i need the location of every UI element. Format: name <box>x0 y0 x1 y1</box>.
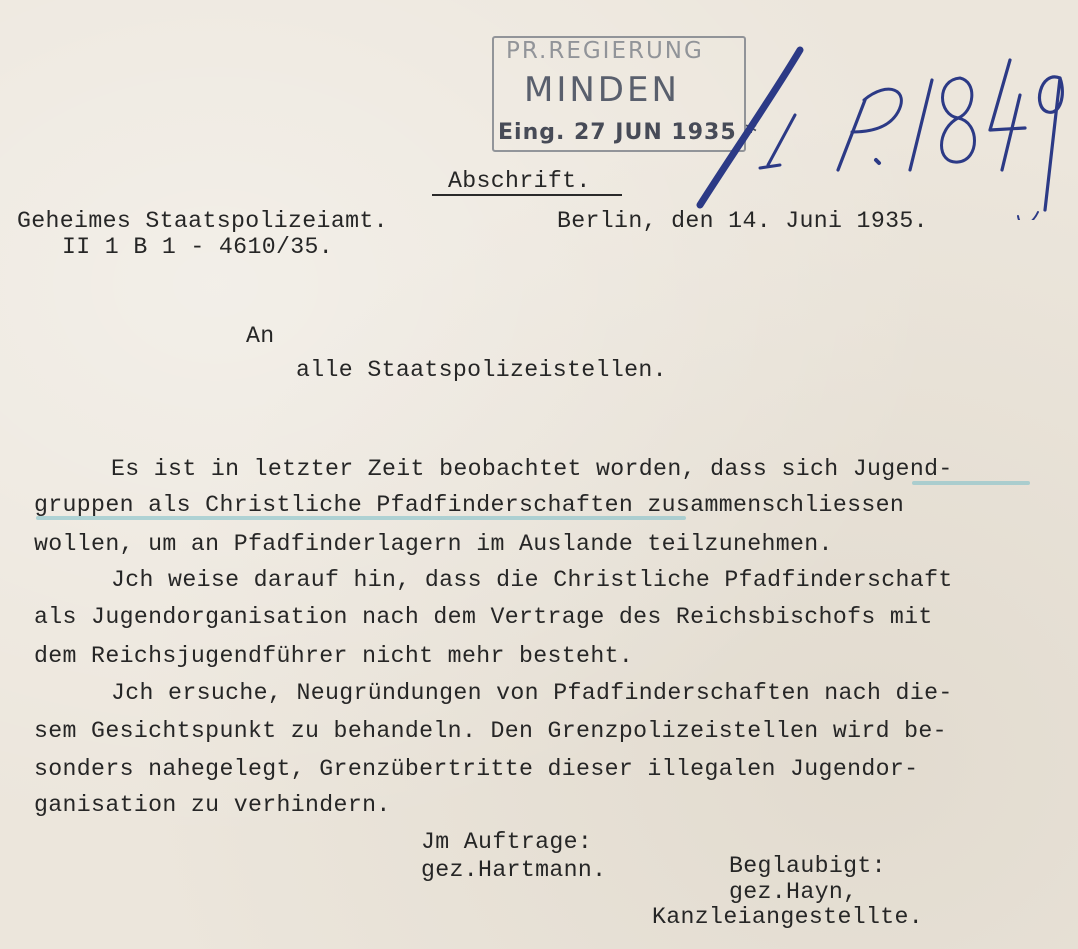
body-line-6: dem Reichsjugendführer nicht mehr besteht. <box>34 643 634 669</box>
body-line-7: Jch ersuche, Neugründungen von Pfadfinderschaften nach die- <box>111 680 953 706</box>
body-line-1: Es ist in letzter Zeit beobachtet worden, dass sich Jugend- <box>111 456 953 482</box>
stamp-line-2: MINDEN <box>524 70 680 110</box>
body-line-2: gruppen als Christliche Pfadfinderschaften zusammenschliessen <box>34 492 905 518</box>
certification-signed: gez.Hayn, <box>729 879 858 905</box>
body-line-5: als Jugendorganisation nach dem Vertrage des Reichsbischofs mit <box>34 604 933 630</box>
recipient-addressee: alle Staatspolizeistellen. <box>296 357 667 383</box>
document-heading: Abschrift. <box>448 168 591 194</box>
place-date: Berlin, den 14. Juni 1935. <box>557 208 928 234</box>
heading-underline <box>432 194 622 196</box>
body-line-4: Jch weise darauf hin, dass die Christliche Pfadfinderschaft <box>111 567 953 593</box>
stamp-line-1: PR.REGIERUNG <box>506 38 704 64</box>
body-line-10: ganisation zu verhindern. <box>34 792 391 818</box>
handwritten-annotation <box>640 20 1070 220</box>
sender-reference: II 1 B 1 - 4610/35. <box>62 234 334 260</box>
signature-order: Jm Auftrage: <box>421 829 593 855</box>
sender-office: Geheimes Staatspolizeiamt. <box>17 208 388 234</box>
certification-title: Kanzleiangestellte. <box>652 904 924 930</box>
stamp-line-3: Eing. 27 JUN 1935 * <box>498 120 758 145</box>
body-line-9: sonders nahegelegt, Grenzübertritte dieser illegalen Jugendor- <box>34 756 919 782</box>
signature-signed: gez.Hartmann. <box>421 857 607 883</box>
body-line-8: sem Gesichtspunkt zu behandeln. Den Grenzpolizeistellen wird be- <box>34 718 947 744</box>
body-line-3: wollen, um an Pfadfinderlagern im Auslande teilzunehmen. <box>34 531 833 557</box>
handwritten-annotation-strokes <box>640 20 1070 220</box>
certification-label: Beglaubigt: <box>729 853 886 879</box>
recipient-to: An <box>246 323 275 349</box>
